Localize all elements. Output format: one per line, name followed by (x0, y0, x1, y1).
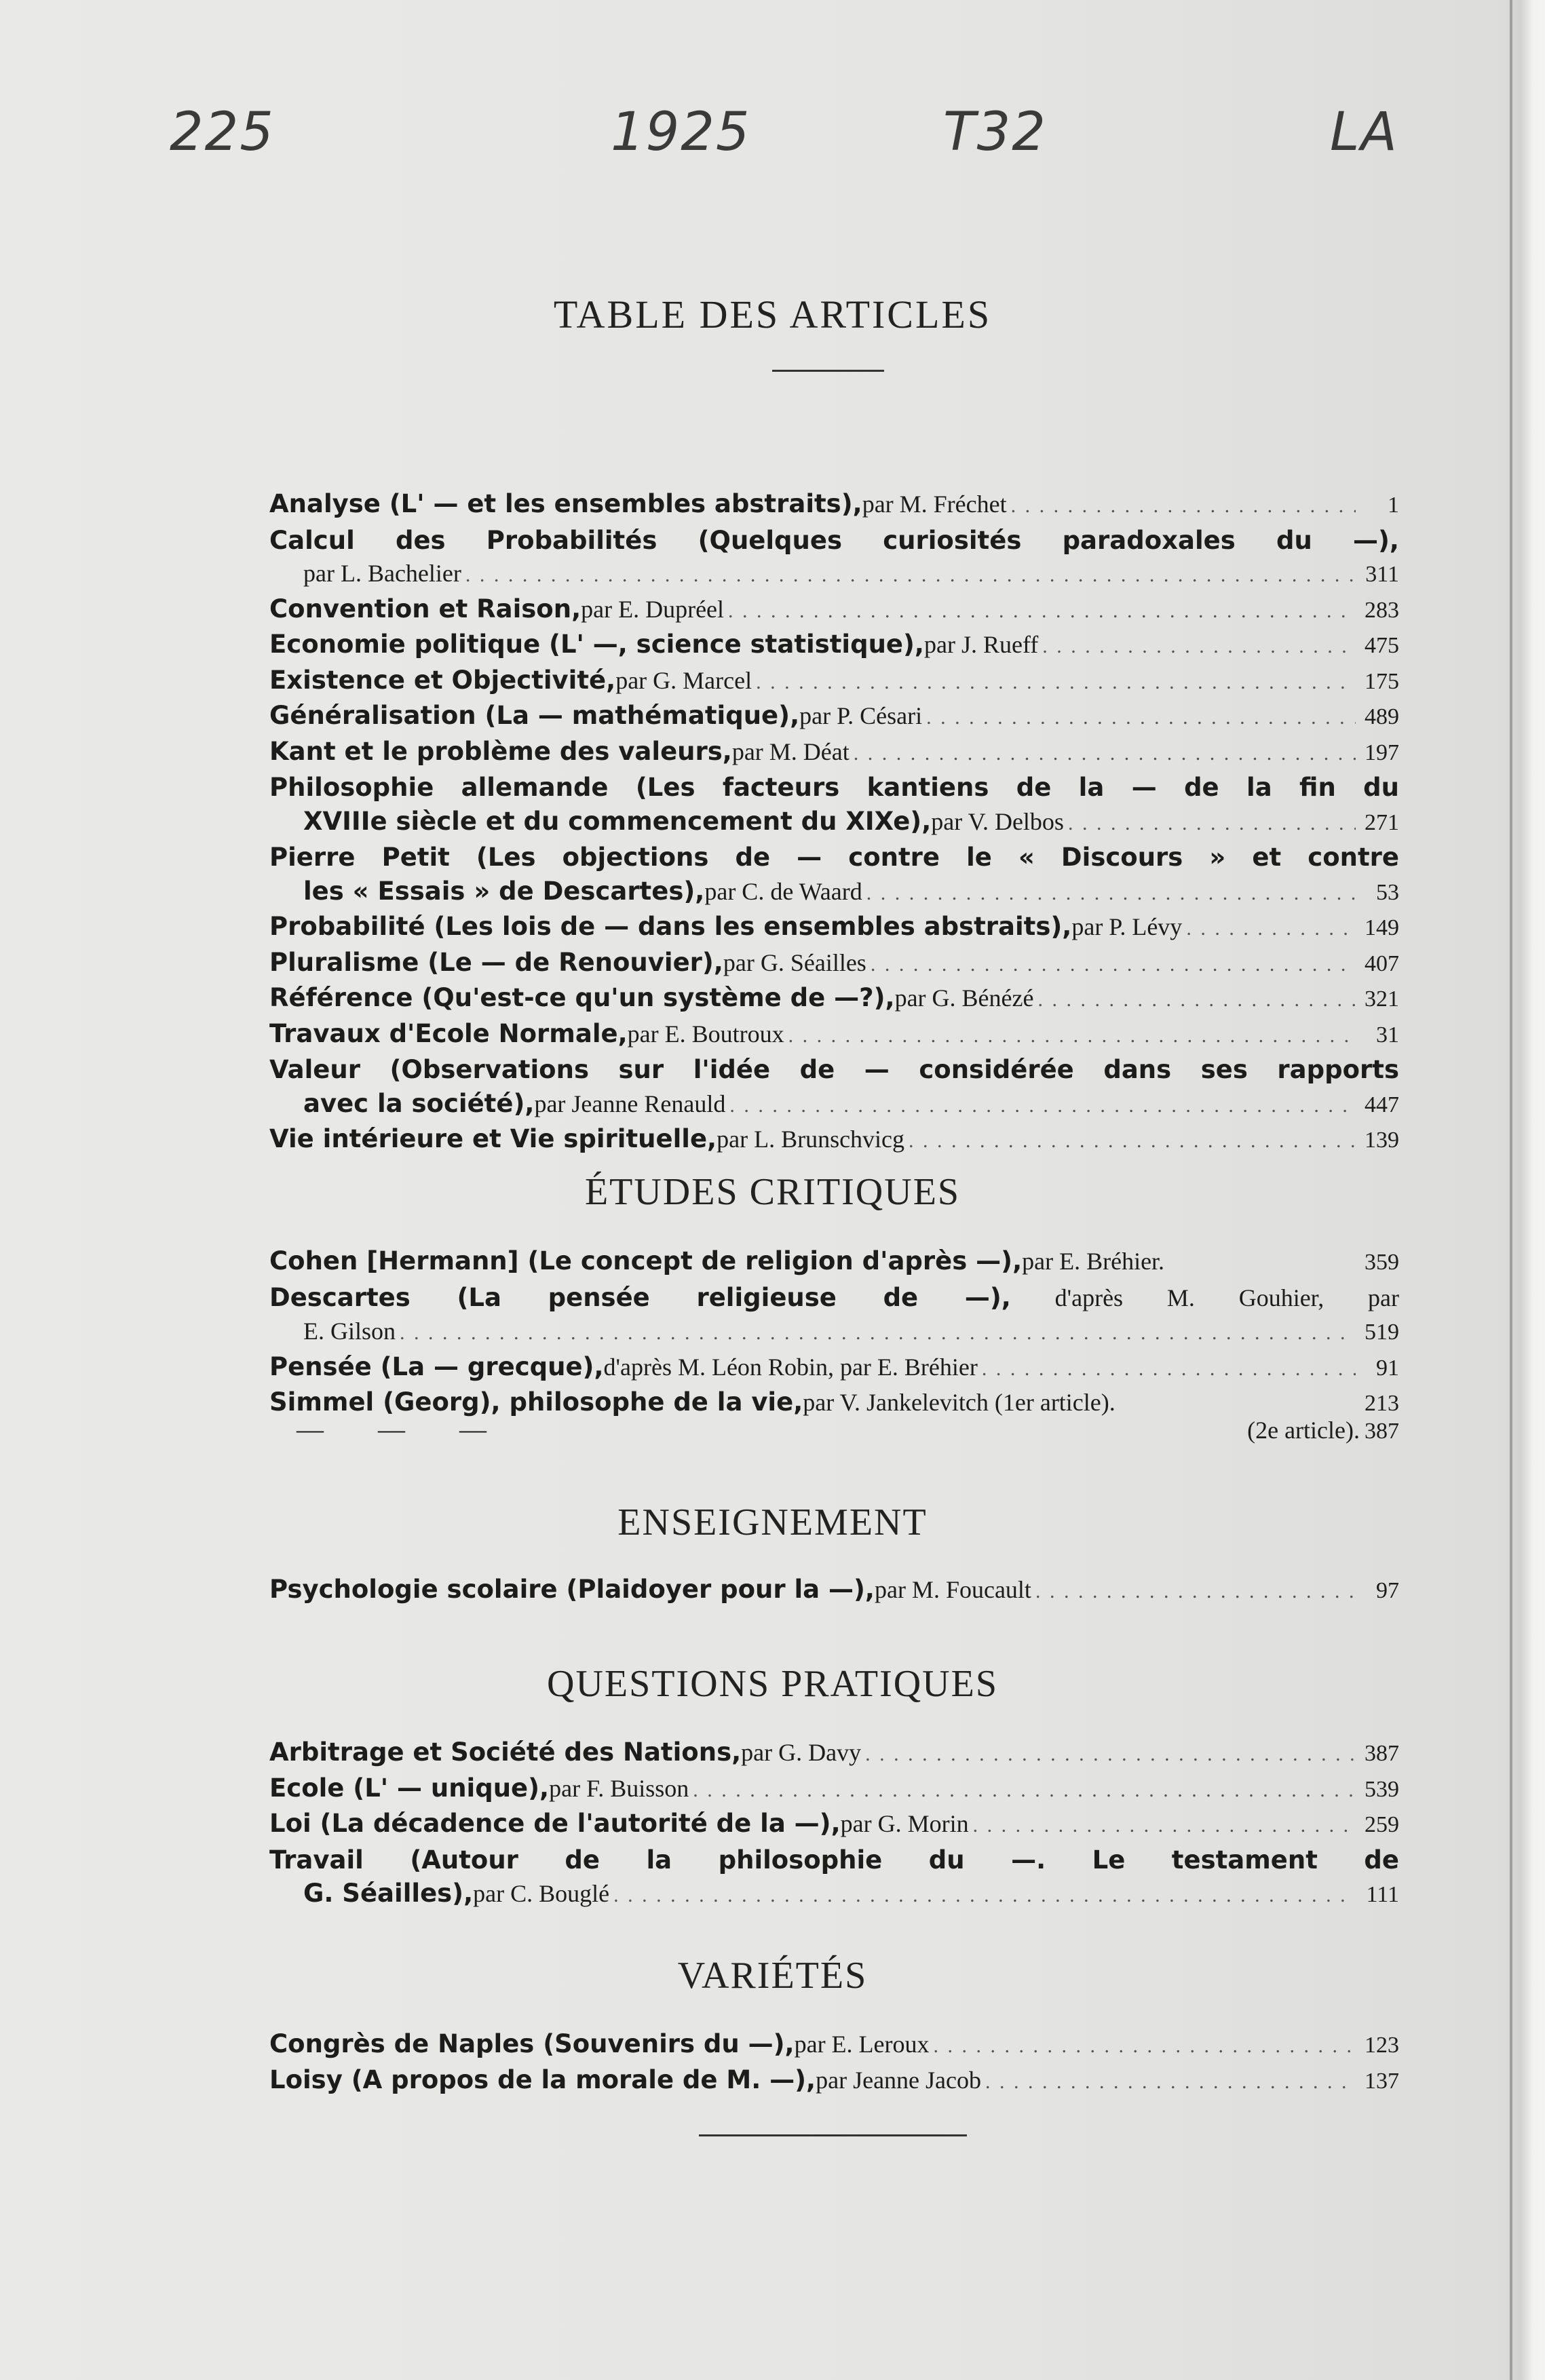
entry-author: par V. Jankelevitch (1er article). (803, 1389, 1115, 1416)
entry-author: par Jeanne Renauld (534, 1090, 726, 1117)
section-title-enseignement: ENSEIGNEMENT (617, 1501, 928, 1543)
entry-subject: Calcul des Probabilités (Quelques curiosités paradoxales du —), (269, 525, 1399, 555)
entry-subject: Travaux d'Ecole Normale, (269, 1018, 628, 1048)
entry-page-number: 139 (1365, 1128, 1399, 1153)
toc-entry (269, 1244, 1399, 1280)
entry-author: par G. Séailles (723, 948, 866, 976)
entry-page-number: 519 (1365, 1320, 1399, 1345)
entry-page-number: 97 (1376, 1578, 1399, 1603)
entry-page-number: 489 (1365, 704, 1399, 729)
etudes-ditto-row (269, 1413, 1399, 1448)
entry-author: d'après M. Gouhier, par (1010, 1284, 1399, 1311)
ditto-dash-1: — (297, 1414, 324, 1444)
toc-line (269, 699, 1399, 735)
entry-page-number: 259 (1365, 1812, 1399, 1837)
toc-entry (269, 1807, 1399, 1843)
entry-author: par M. Déat (731, 737, 850, 765)
entry-subject: Simmel (Georg), philosophe de la vie, (269, 1387, 803, 1417)
entry-subject: Loisy (A propos de la morale de M. —), (269, 2065, 816, 2094)
toc-line (269, 1315, 1399, 1350)
dot-leader (973, 1809, 1356, 1843)
toc-line (269, 1735, 1399, 1771)
entry-page-number: 387 (1365, 1741, 1399, 1766)
entry-page-number: 137 (1365, 2068, 1399, 2094)
entry-page-number: 123 (1365, 2033, 1399, 2058)
entry-page-number: 53 (1376, 879, 1399, 905)
entry-subject: G. Séailles), (303, 1879, 474, 1908)
entry-subject: Pluralisme (Le — de Renouvier), (269, 947, 723, 977)
dot-leader (871, 948, 1356, 982)
entry-subject: Référence (Qu'est-ce qu'un système de —?), (269, 983, 895, 1012)
toc-line (269, 664, 1399, 699)
entry-page-number: 283 (1365, 597, 1399, 623)
entry-author: par E. Boutroux (627, 1020, 784, 1048)
toc-entry (269, 840, 1399, 910)
toc-line (269, 805, 1399, 841)
toc-line (269, 1807, 1399, 1843)
toc-entry (269, 735, 1399, 771)
entry-author: par M. Fréchet (862, 491, 1007, 518)
dot-leader (756, 666, 1356, 699)
dot-leader (613, 1879, 1356, 1913)
entry-author: par E. Dupréel (581, 595, 725, 623)
toc-entry (269, 592, 1399, 628)
toc-entry (269, 2027, 1399, 2063)
handwritten-note-2: 1925 (611, 102, 751, 163)
toc-entry (269, 699, 1399, 735)
entry-author: par F. Buisson (549, 1774, 689, 1802)
entry-subject: les « Essais » de Descartes), (303, 876, 705, 906)
entry-author: par M. Foucault (874, 1576, 1031, 1603)
entry-subject: Congrès de Naples (Souvenirs du —), (269, 2029, 795, 2058)
entry-page-number: 271 (1365, 809, 1399, 835)
entry-subject: Ecole (L' — unique), (269, 1773, 550, 1803)
dot-leader (1035, 1575, 1356, 1609)
toc-line (269, 910, 1399, 946)
entry-author: par C. de Waard (704, 877, 862, 905)
entry-author: d'après M. Léon Robin, par E. Bréhier (603, 1353, 978, 1381)
toc-line (269, 1573, 1399, 1609)
closing-rule (699, 2134, 967, 2136)
toc-entry (269, 1573, 1399, 1609)
entry-author: par V. Delbos (931, 807, 1064, 835)
dot-leader (693, 1773, 1356, 1807)
entry-subject: Economie politique (L' —, science statistique), (269, 630, 924, 659)
entry-page-number: 91 (1376, 1355, 1399, 1381)
toc-entry (269, 1771, 1399, 1807)
entry-page-number: 311 (1365, 562, 1399, 587)
dot-leader (865, 1738, 1356, 1771)
toc-line (269, 523, 1399, 558)
ditto-label: (2e article). (1247, 1417, 1360, 1444)
enseignement-list (269, 1573, 1399, 1609)
entry-page-number: 31 (1376, 1022, 1399, 1048)
toc-entry (269, 770, 1399, 840)
entry-author: E. Gilson (303, 1318, 396, 1345)
ditto-page: 387 (1365, 1419, 1399, 1444)
toc-entry (269, 628, 1399, 664)
entry-page-number: 197 (1365, 740, 1399, 765)
entry-page-number: 475 (1365, 633, 1399, 658)
handwritten-note-1: 225 (170, 102, 275, 163)
entry-page-number: 149 (1365, 915, 1399, 940)
entry-author: par E. Leroux (794, 2031, 930, 2058)
toc-line (269, 1280, 1399, 1316)
toc-entry (269, 910, 1399, 946)
dot-leader (788, 1019, 1356, 1053)
dot-leader (985, 2065, 1356, 2099)
toc-entry (269, 1017, 1399, 1053)
toc-line (269, 1350, 1399, 1386)
dot-leader (934, 2029, 1356, 2063)
toc-line (269, 1244, 1399, 1280)
dot-leader (1037, 983, 1356, 1017)
toc-entry (269, 946, 1399, 982)
entry-subject: Pierre Petit (Les objections de — contre le « Discours » et contre (269, 843, 1399, 872)
entry-subject: Analyse (L' — et les ensembles abstraits), (269, 489, 862, 518)
entry-page-number: 321 (1365, 986, 1399, 1012)
toc-entry (269, 981, 1399, 1017)
entry-subject: Valeur (Observations sur l'idée de — considérée dans ses rapports (269, 1055, 1399, 1084)
dot-leader (926, 701, 1356, 735)
entry-page-number: 447 (1365, 1092, 1399, 1117)
toc-line (269, 1122, 1399, 1158)
entry-author: par G. Davy (741, 1739, 862, 1766)
entry-subject: XVIIIe siècle et du commencement du XIXe), (303, 806, 932, 836)
entry-subject: Philosophie allemande (Les facteurs kantiens de la — de la fin du (269, 773, 1399, 802)
entry-subject: Cohen [Hermann] (Le concept de religion d'après —), (269, 1246, 1023, 1275)
dot-leader (465, 558, 1356, 592)
entry-subject: Existence et Objectivité, (269, 665, 616, 695)
dot-leader (729, 1089, 1356, 1123)
entry-subject: Convention et Raison, (269, 594, 581, 623)
entry-page-number: 539 (1365, 1776, 1399, 1802)
section-title-varietes: VARIÉTÉS (677, 1955, 868, 1997)
handwritten-note-4: LA (1330, 102, 1398, 163)
toc-line (269, 1087, 1399, 1123)
entry-author: par C. Bouglé (473, 1880, 610, 1907)
toc-entry (269, 523, 1399, 592)
dot-leader (1042, 630, 1356, 664)
entry-author: par G. Marcel (615, 666, 752, 694)
section-title-etudes: ÉTUDES CRITIQUES (584, 1171, 961, 1213)
toc-entry (269, 1122, 1399, 1158)
entry-subject: Généralisation (La — mathématique), (269, 701, 800, 730)
entry-page-number: 407 (1365, 951, 1399, 976)
toc-line (269, 2027, 1399, 2063)
entry-author: par Jeanne Jacob (816, 2066, 982, 2094)
ditto-dash-3: — (459, 1414, 487, 1444)
toc-line (269, 840, 1399, 875)
entry-subject: Descartes (La pensée religieuse de —), (269, 1282, 1011, 1312)
toc-line (269, 628, 1399, 664)
entry-subject: Probabilité (Les lois de — dans les ensembles abstraits), (269, 912, 1072, 941)
etudes-list (269, 1244, 1399, 1421)
entry-page-number: 359 (1365, 1250, 1399, 1275)
entry-author: par G. Bénézé (894, 984, 1034, 1012)
dot-leader (866, 877, 1356, 910)
entry-subject: Loi (La décadence de l'autorité de la —), (269, 1809, 841, 1838)
entry-subject: avec la société), (303, 1088, 535, 1118)
toc-entry (269, 2063, 1399, 2099)
toc-line (269, 592, 1399, 628)
dot-leader (854, 737, 1356, 771)
dot-leader (909, 1124, 1356, 1158)
toc-entry (269, 1735, 1399, 1771)
dot-leader (400, 1316, 1356, 1350)
varietes-list (269, 2027, 1399, 2098)
entry-author: par L. Brunschvicg (717, 1126, 905, 1153)
entry-author: par E. Bréhier. (1022, 1248, 1165, 1275)
entry-author: par G. Morin (840, 1810, 969, 1837)
entry-subject: Arbitrage et Société des Nations, (269, 1738, 742, 1767)
entry-subject: Travail (Autour de la philosophie du —. Le testament de (269, 1845, 1399, 1875)
toc-entry (269, 1350, 1399, 1386)
entry-author: par P. Lévy (1071, 913, 1183, 940)
toc-entry (269, 1280, 1399, 1350)
entry-subject: Pensée (La — grecque), (269, 1351, 604, 1381)
section-title-questions: QUESTIONS PRATIQUES (547, 1663, 998, 1705)
toc-line (269, 875, 1399, 910)
toc-entry (269, 487, 1399, 523)
entry-author: par P. Césari (799, 702, 923, 729)
entry-page-number: 213 (1365, 1391, 1399, 1416)
entry-page-number: 111 (1366, 1882, 1399, 1907)
entry-subject: Psychologie scolaire (Plaidoyer pour la —), (269, 1575, 875, 1604)
toc-line (269, 946, 1399, 982)
toc-entry (269, 664, 1399, 699)
toc-line (269, 1877, 1399, 1913)
dot-leader (1068, 807, 1356, 841)
toc-line (269, 1771, 1399, 1807)
page-title: TABLE DES ARTICLES (553, 292, 992, 337)
dot-leader (1011, 489, 1356, 523)
toc-line (269, 981, 1399, 1017)
entry-subject: Kant et le problème des valeurs, (269, 736, 732, 766)
dot-leader (1186, 912, 1356, 946)
entry-subject: Vie intérieure et Vie spirituelle, (269, 1124, 717, 1153)
entry-page-number: 1 (1388, 493, 1399, 518)
entry-author: par L. Bachelier (303, 560, 461, 587)
questions-list (269, 1735, 1399, 1913)
entry-page-number: 175 (1365, 668, 1399, 694)
handwritten-note-3: T32 (943, 102, 1047, 163)
toc-line (269, 1052, 1399, 1087)
articles-list (269, 487, 1399, 1158)
toc-entry (269, 1052, 1399, 1122)
ditto-dash-2: — (378, 1414, 405, 1444)
title-rule (772, 370, 884, 372)
toc-line (269, 557, 1399, 592)
toc-line (269, 1843, 1399, 1877)
dot-leader (982, 1352, 1356, 1386)
dot-leader (728, 594, 1356, 628)
toc-line (269, 735, 1399, 771)
toc-line (269, 1017, 1399, 1053)
entry-author: par J. Rueff (923, 631, 1039, 658)
toc-entry (269, 1843, 1399, 1913)
toc-line (269, 770, 1399, 805)
toc-line (269, 487, 1399, 523)
toc-line (269, 2063, 1399, 2099)
